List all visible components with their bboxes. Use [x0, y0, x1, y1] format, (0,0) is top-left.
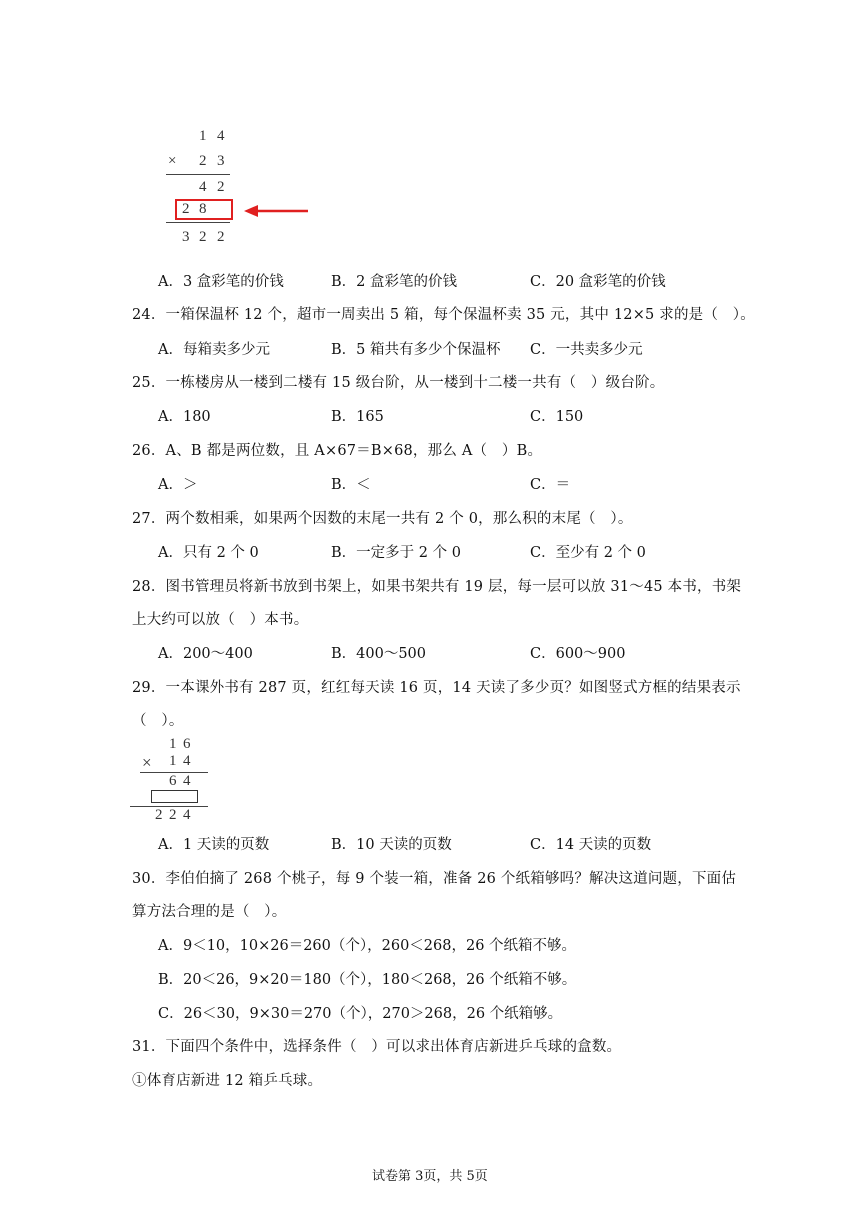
digit: 1: [169, 753, 177, 769]
digit: 4: [183, 753, 191, 769]
q25-option-c[interactable]: C．150: [530, 409, 584, 425]
q29-text-line1: 29．一本课外书有 287 页，红红每天读 16 页，14 天读了多少页？如图竖式方框的结果表示: [132, 680, 741, 696]
q29-option-b[interactable]: B．10 天读的页数: [331, 837, 452, 853]
q24-option-c[interactable]: C．一共卖多少元: [530, 342, 643, 358]
q27-option-b[interactable]: B．一定多于 2 个 0: [331, 545, 461, 561]
q24-option-a[interactable]: A．每箱卖多少元: [158, 342, 270, 358]
q24-option-b[interactable]: B．5 箱共有多少个保温杯: [331, 342, 501, 358]
q30-option-a[interactable]: A．9＜10，10×26＝260（个），260＜268，26 个纸箱不够。: [158, 938, 577, 954]
page-footer: 试卷第 3页，共 5页: [372, 1169, 488, 1184]
q29-text-line2: （ ）。: [132, 713, 184, 729]
q28-text-line1: 28．图书管理员将新书放到书架上，如果书架共有 19 层，每一层可以放 31～45 本书，书架: [132, 579, 742, 595]
digit: 3: [217, 153, 225, 169]
digit: 2: [199, 229, 207, 245]
q31-text: 31．下面四个条件中，选择条件（ ）可以求出体育店新进乒乓球的盒数。: [132, 1039, 622, 1055]
digit: 6: [183, 736, 191, 752]
q26-option-c[interactable]: C．＝: [530, 477, 571, 493]
digit: 3: [182, 229, 190, 245]
q30-text-line2: 算方法合理的是（ ）。: [132, 904, 287, 920]
q23-option-a[interactable]: A．3 盒彩笔的价钱: [158, 274, 284, 290]
q23-option-c[interactable]: C．20 盒彩笔的价钱: [530, 274, 666, 290]
digit: 2: [169, 807, 177, 823]
q24-text: 24．一箱保温杯 12 个，超市一周卖出 5 箱，每个保温杯卖 35 元，其中 12×5 求的是（ ）。: [132, 307, 755, 323]
calc-line: [166, 222, 230, 223]
answer-box: [151, 790, 198, 803]
q31-condition-1: ①体育店新进 12 箱乒乓球。: [132, 1073, 323, 1089]
q25-text: 25．一栋楼房从一楼到二楼有 15 级台阶，从一楼到十二楼一共有（ ）级台阶。: [132, 375, 665, 391]
digit: 6: [169, 773, 177, 789]
digit: 1: [199, 128, 207, 144]
multiply-sign: ×: [168, 153, 177, 169]
digit: 2: [182, 201, 190, 217]
q30-option-b[interactable]: B．20＜26，9×20＝180（个），180＜268，26 个纸箱不够。: [158, 972, 577, 988]
q28-option-a[interactable]: A．200～400: [158, 646, 253, 662]
q23-option-b[interactable]: B．2 盒彩笔的价钱: [331, 274, 457, 290]
q27-text: 27．两个数相乘，如果两个因数的末尾一共有 2 个 0，那么积的末尾（ ）。: [132, 511, 633, 527]
digit: 2: [155, 807, 163, 823]
q26-option-a[interactable]: A．＞: [158, 477, 198, 493]
q27-option-a[interactable]: A．只有 2 个 0: [158, 545, 259, 561]
q26-option-b[interactable]: B．＜: [331, 477, 371, 493]
multiply-sign: ×: [142, 753, 152, 772]
digit: 4: [217, 128, 225, 144]
digit: 1: [169, 736, 177, 752]
q28-option-c[interactable]: C．600～900: [530, 646, 626, 662]
digit: 4: [183, 807, 191, 823]
digit: 4: [199, 179, 207, 195]
q28-text-line2: 上大约可以放（ ）本书。: [132, 612, 309, 628]
digit: 2: [217, 229, 225, 245]
digit: 2: [217, 179, 225, 195]
red-arrow-icon: [242, 202, 312, 220]
q26-text: 26．A、B 都是两位数，且 A×67＝B×68，那么 A（ ）B。: [132, 443, 543, 459]
digit: 2: [199, 153, 207, 169]
digit: 4: [183, 773, 191, 789]
digit: 8: [199, 201, 207, 217]
q29-option-a[interactable]: A．1 天读的页数: [158, 837, 270, 853]
q27-option-c[interactable]: C．至少有 2 个 0: [530, 545, 646, 561]
q25-option-a[interactable]: A．180: [158, 409, 211, 425]
q25-option-b[interactable]: B．165: [331, 409, 384, 425]
q28-option-b[interactable]: B．400～500: [331, 646, 427, 662]
q30-option-c[interactable]: C．26＜30，9×30＝270（个），270＞268，26 个纸箱够。: [158, 1006, 563, 1022]
q30-text-line1: 30．李伯伯摘了 268 个桃子，每 9 个装一箱，准备 26 个纸箱够吗？解决这道问题，下面估: [132, 871, 737, 887]
q29-option-c[interactable]: C．14 天读的页数: [530, 837, 652, 853]
calc-line: [166, 174, 230, 175]
